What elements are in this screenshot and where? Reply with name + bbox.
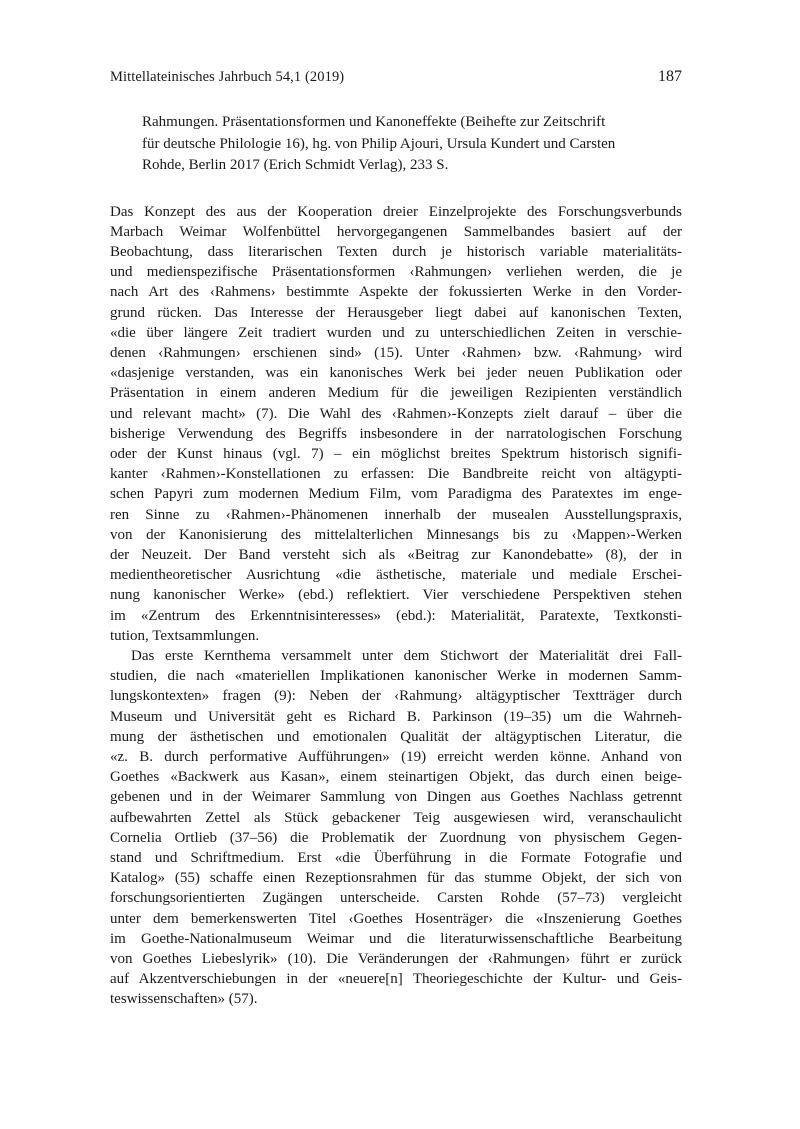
- text-line: nung kanonischer Werke» (ebd.) reflektiert. Vier verschiedene Perspektiven stehen: [110, 587, 682, 604]
- text-line: unter dem bemerkenswerten Titel ‹Goethes Hosenträger› die «Inszenierung Goethes: [110, 910, 682, 927]
- text-line: Beobachtung, dass literarischen Texten durch je historisch variable materialitäts-: [110, 243, 682, 260]
- text-line: teswissenschaften» (57).: [110, 991, 258, 1008]
- text-line: Marbach Weimar Wolfenbüttel hervorgegangenen Sammelbandes basiert auf der: [110, 223, 682, 240]
- text-line: grund rücken. Das Interesse der Herausgeber liegt dabei auf kanonischen Texten,: [110, 304, 682, 321]
- text-line: Das Konzept des aus der Kooperation dreier Einzelprojekte des Forschungsverbunds: [110, 203, 682, 220]
- text-line: von Goethes Liebeslyrik» (10). Die Veränderungen der ‹Rahmungen› führt er zurück: [110, 951, 682, 968]
- text-line: oder der Kunst hinaus (vgl. 7) – ein möglichst breites Spektrum historisch signifi-: [110, 445, 682, 462]
- page: [110, 68, 682, 1010]
- running-head: [110, 68, 682, 98]
- text-line: forschungsorientierten Zugängen unterscheide. Carsten Rohde (57–73) vergleicht: [110, 890, 682, 907]
- text-line: ren Sinne zu ‹Rahmen›-Phänomenen innerhalb der musealen Ausstellungspraxis,: [110, 506, 682, 523]
- text-line: Präsentation in einem anderen Medium für die jeweiligen Rezipienten verständlich: [110, 385, 682, 402]
- text-line: «die über längere Zeit tradiert wurden und zu unterschiedlichen Zeiten in verschie-: [110, 324, 682, 341]
- text-line: im «Zentrum des Erkenntnisinteresses» (ebd.): Materialität, Paratexte, Textkonsti-: [110, 607, 682, 624]
- text-line: medientheoretischer Ausrichtung «die ästhetische, materiale und mediale Erschei-: [110, 567, 682, 584]
- text-line: und medienspezifische Präsentationsformen ‹Rahmungen› verliehen werden, die je: [110, 264, 682, 281]
- book-citation: [142, 112, 682, 177]
- paragraph-1: [110, 202, 682, 646]
- text-line: «dasjenige verstanden, was ein kanonisches Werk bei jeder neuen Publikation oder: [110, 365, 682, 382]
- citation-line: für deutsche Philologie 16), hg. von Philip Ajouri, Ursula Kundert und Carsten: [142, 135, 616, 152]
- text-line: der Neuzeit. Der Band versteht sich als «Beitrag zur Kanondebatte» (8), der in: [110, 546, 682, 563]
- text-line: stand und Schriftmedium. Erst «die Überführung in die Formate Fotografie und: [110, 850, 682, 866]
- citation-line: Rahmungen. Präsentationsformen und Kanoneffekte (Beihefte zur Zeitschrift: [142, 114, 606, 130]
- text-line: bisherige Verwendung des Begriffs insbesondere in der narratologischen Forschung: [110, 425, 682, 442]
- text-line: Cornelia Ortlieb (37–56) die Problematik der Zuordnung von physischem Gegen-: [110, 829, 682, 846]
- page-number: 187: [658, 68, 682, 85]
- text-line: Museum und Universität geht es Richard B. Parkinson (19–35) um die Wahrneh-: [110, 708, 682, 725]
- text-line: nach Art des ‹Rahmens› bestimmte Aspekte der fokussierten Werke in den Vorder-: [110, 284, 682, 301]
- text-line: denen ‹Rahmungen› erschienen sind» (15). Unter ‹Rahmen› bzw. ‹Rahmung› wird: [110, 344, 682, 361]
- text-line: lungskontexten» fragen (9): Neben der ‹Rahmung› altägyptischer Textträger durch: [110, 688, 682, 705]
- text-line: von der Kanonisierung des mittelalterlichen Minnesangs bis zu ‹Mappen›-Werken: [110, 526, 682, 543]
- text-line: Goethes «Backwerk aus Kasan», einem steinartigen Objekt, das durch einen beige-: [110, 769, 682, 786]
- text-line: auf Akzentverschiebungen in der «neuere[n] Theoriegeschichte der Kultur- und Geis-: [110, 971, 682, 988]
- text-line: «z. B. durch performative Aufführungen» (19) erreicht werden könne. Anhand von: [110, 748, 682, 765]
- text-line: Das erste Kernthema versammelt unter dem Stichwort der Materialität drei Fall-: [131, 647, 682, 664]
- citation-line: Rohde, Berlin 2017 (Erich Schmidt Verlag), 233 S.: [142, 157, 449, 173]
- text-line: im Goethe-Nationalmuseum Weimar und die literaturwissenschaftliche Bearbeitung: [110, 930, 682, 947]
- text-line: studien, die nach «materiellen Implikationen kanonischer Werke in modernen Samm-: [110, 668, 682, 685]
- text-line: aufbewahrten Zettel als Stück gebackener Teig ausgewiesen wird, veranschaulicht: [110, 809, 682, 826]
- text-line: und relevant macht» (7). Die Wahl des ‹Rahmen›-Konzepts zielt darauf – über die: [110, 405, 682, 422]
- text-line: gebenen und in der Weimarer Sammlung von Dingen aus Goethes Nachlass getrennt: [110, 789, 682, 806]
- text-line: kanter ‹Rahmen›-Konstellationen zu erfassen: Die Bandbreite reicht von altägypti-: [110, 466, 682, 483]
- text-line: Katalog» (55) schaffe einen Rezeptionsrahmen für das stumme Objekt, der sich von: [110, 870, 682, 887]
- review-body: [110, 202, 682, 1010]
- text-line: tution, Textsammlungen.: [110, 627, 260, 644]
- text-line: mung der ästhetischen und emotionalen Qualität der altägyptischen Literatur, die: [110, 728, 682, 745]
- journal-title: Mittellateinisches Jahrbuch 54,1 (2019): [110, 69, 345, 85]
- paragraph-2: [110, 646, 682, 1010]
- text-line: schen Papyri zum modernen Medium Film, vom Paradigma des Paratextes im enge-: [110, 486, 682, 503]
